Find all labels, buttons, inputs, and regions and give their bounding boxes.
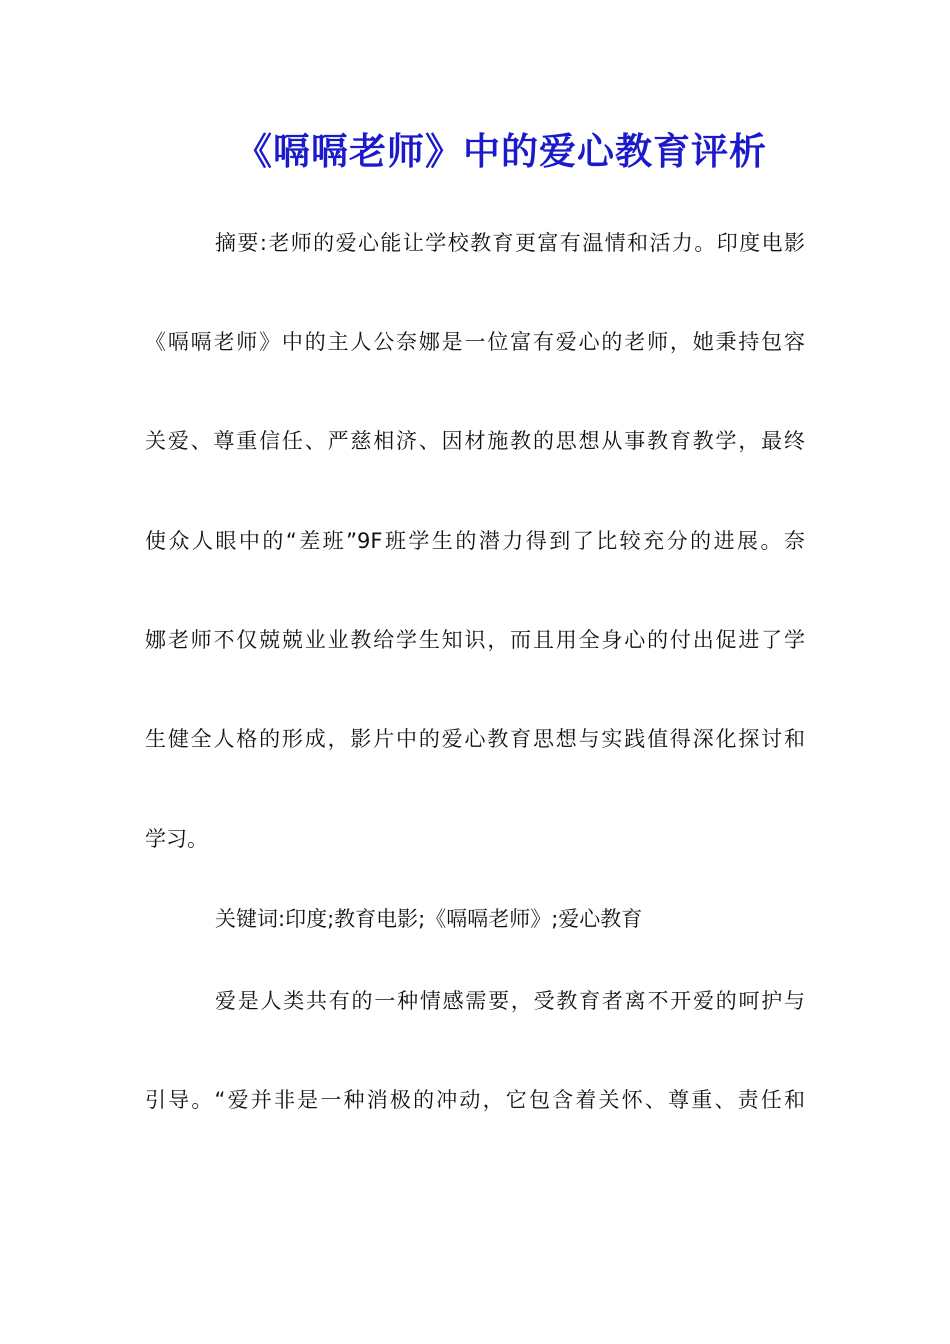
abstract-line-2: 《嗝嗝老师》中的主人公奈娜是一位富有爱心的老师，她秉持包容 — [145, 330, 805, 354]
abstract-line-7: 学习。 — [145, 827, 208, 851]
abstract-line-3: 关爱、尊重信任、严慈相济、因材施教的思想从事教育教学，最终 — [145, 429, 805, 453]
body-line-2: 引导。“爱并非是一种消极的冲动，它包含着关怀、尊重、责任和 — [145, 1088, 805, 1112]
keywords-line: 关键词:印度;教育电影;《嗝嗝老师》;爱心教育 — [215, 907, 643, 931]
abstract-line-6: 生健全人格的形成，影片中的爱心教育思想与实践值得深化探讨和 — [145, 727, 805, 751]
abstract-line-4: 使众人眼中的“差班”9F班学生的潜力得到了比较充分的进展。奈 — [145, 529, 805, 553]
abstract-line-5: 娜老师不仅兢兢业业教给学生知识，而且用全身心的付出促进了学 — [145, 628, 805, 652]
abstract-line-1: 摘要:老师的爱心能让学校教育更富有温情和活力。印度电影 — [215, 231, 805, 255]
body-line-1: 爱是人类共有的一种情感需要，受教育者离不开爱的呵护与 — [215, 989, 805, 1013]
document-title: 《嗝嗝老师》中的爱心教育评析 — [235, 130, 767, 173]
